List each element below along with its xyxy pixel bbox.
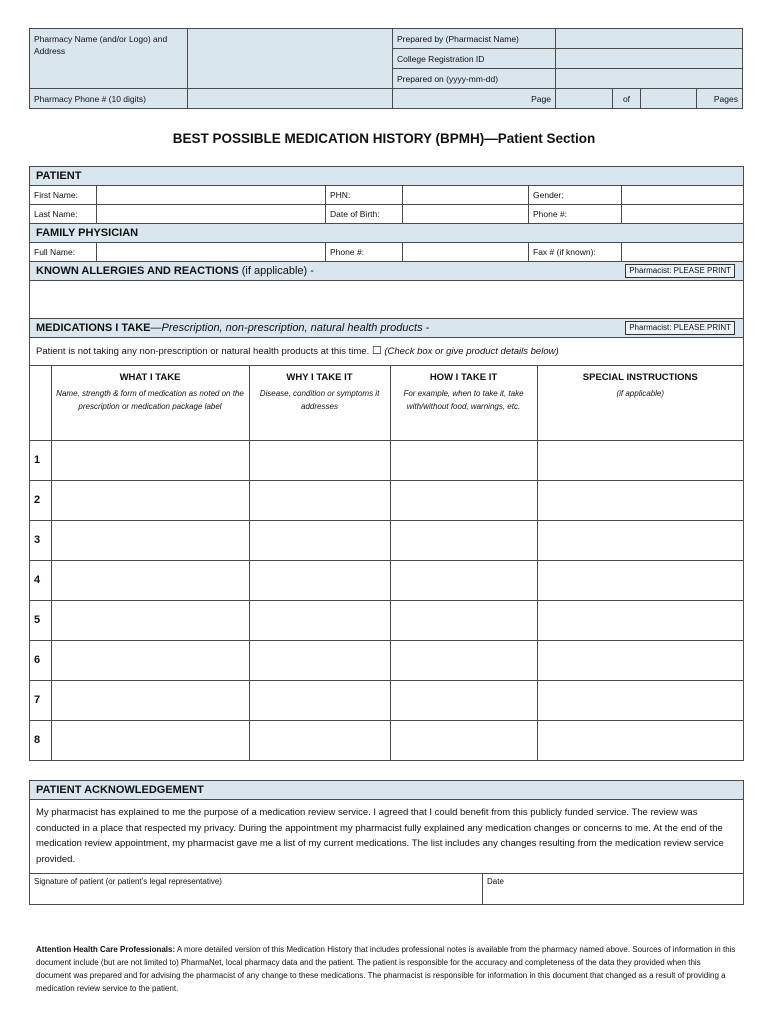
pharmacy-header-table xyxy=(29,28,743,109)
medication-row xyxy=(30,480,743,520)
row-number: 5 xyxy=(30,600,51,640)
medication-row xyxy=(30,600,743,640)
what-i-take-header xyxy=(51,366,249,440)
acknowledgement-text: My pharmacist has explained to me the purpose of a medication review service. I agreed that I could benefit from this publicly funded service. The review was conducted in a place that respected my privacy. During the appointment my pharmacist fully explained any medication changes or concerns to me. At the end of the medication review appointment, my pharmacist gave me a list of my current medications. The list includes any changes resulting from the medication review service provided. xyxy=(30,800,743,874)
no-otc-notice xyxy=(30,338,743,366)
allergies-heading xyxy=(30,262,743,281)
why-i-take-it-header xyxy=(249,366,390,440)
special-instructions-cell[interactable] xyxy=(537,480,743,520)
physician-phone-field[interactable] xyxy=(403,243,529,261)
why-i-take-it-cell[interactable] xyxy=(249,600,390,640)
special-instructions-cell[interactable] xyxy=(537,680,743,720)
signature-label: Signature of patient (or patient’s legal representative) xyxy=(34,877,222,886)
what-i-take-cell[interactable] xyxy=(51,680,249,720)
prepared-by-field[interactable] xyxy=(556,29,743,49)
how-i-take-it-title: HOW I TAKE IT xyxy=(429,372,498,383)
medications-heading-text: MEDICATIONS I TAKE xyxy=(36,322,151,334)
row-number: 7 xyxy=(30,680,51,720)
why-i-take-it-cell[interactable] xyxy=(249,560,390,600)
how-i-take-it-subtitle: For example, when to take it, take with/without food, warnings, etc. xyxy=(403,389,524,411)
allergies-field[interactable] xyxy=(30,281,743,319)
medications-heading xyxy=(30,319,743,338)
prepared-by-label: Prepared by (Pharmacist Name) xyxy=(393,29,556,49)
special-instructions-cell[interactable] xyxy=(537,720,743,760)
why-i-take-it-cell[interactable] xyxy=(249,520,390,560)
medication-row xyxy=(30,640,743,680)
how-i-take-it-cell[interactable] xyxy=(390,720,537,760)
prepared-on-field[interactable] xyxy=(556,69,743,89)
acknowledgement-section xyxy=(29,780,744,905)
row-number: 3 xyxy=(30,520,51,560)
patient-row-1 xyxy=(30,186,743,205)
page-number-field[interactable] xyxy=(556,89,613,109)
why-i-take-it-cell[interactable] xyxy=(249,440,390,480)
medication-row xyxy=(30,720,743,760)
how-i-take-it-cell[interactable] xyxy=(390,520,537,560)
what-i-take-cell[interactable] xyxy=(51,480,249,520)
gender-field[interactable] xyxy=(622,186,743,204)
allergies-print-note: Pharmacist: PLEASE PRINT xyxy=(625,264,735,278)
how-i-take-it-cell[interactable] xyxy=(390,680,537,720)
phn-label: PHN: xyxy=(326,186,403,204)
allergies-heading-text: KNOWN ALLERGIES AND REACTIONS xyxy=(36,265,239,277)
first-name-label: First Name: xyxy=(30,186,97,204)
special-instructions-cell[interactable] xyxy=(537,520,743,560)
footer-text: A more detailed version of this Medication History that includes professional notes is available from the pharmacy named above. Sources of information in this document include (but are not limited to) PharmaNet, local pharmacy data and the patient. The patient is responsible for the accuracy and completeness of the data they provided when this document was prepared and for advising the pharmacist of any change to these medications. The pharmacist is responsible for information in this document that changed as a result of providing a medication review service to the patient. xyxy=(36,945,736,993)
college-registration-field[interactable] xyxy=(556,49,743,69)
medications-print-note: Pharmacist: PLEASE PRINT xyxy=(625,321,735,335)
document-title: BEST POSSIBLE MEDICATION HISTORY (BPMH)—Patient Section xyxy=(172,131,596,146)
physician-fax-field[interactable] xyxy=(622,243,743,261)
medication-row xyxy=(30,560,743,600)
date-label: Date xyxy=(487,877,504,886)
of-label: of xyxy=(613,89,641,109)
patient-phone-label: Phone #: xyxy=(529,205,622,223)
dob-field[interactable] xyxy=(403,205,529,223)
what-i-take-cell[interactable] xyxy=(51,440,249,480)
special-instructions-cell[interactable] xyxy=(537,440,743,480)
medication-row xyxy=(30,680,743,720)
row-number: 4 xyxy=(30,560,51,600)
first-name-field[interactable] xyxy=(97,186,326,204)
why-i-take-it-title: WHY I TAKE IT xyxy=(286,372,353,383)
medications-heading-suffix: —Prescription, non-prescription, natural health products - xyxy=(150,322,430,334)
how-i-take-it-cell[interactable] xyxy=(390,600,537,640)
footer-note xyxy=(36,943,738,995)
allergies-heading-suffix: (if applicable) - xyxy=(241,265,314,277)
dob-label: Date of Birth: xyxy=(326,205,403,223)
what-i-take-cell[interactable] xyxy=(51,640,249,680)
how-i-take-it-cell[interactable] xyxy=(390,480,537,520)
special-instructions-cell[interactable] xyxy=(537,560,743,600)
last-name-field[interactable] xyxy=(97,205,326,223)
why-i-take-it-cell[interactable] xyxy=(249,480,390,520)
what-i-take-cell[interactable] xyxy=(51,560,249,600)
last-name-label: Last Name: xyxy=(30,205,97,223)
how-i-take-it-cell[interactable] xyxy=(390,560,537,600)
special-instructions-header xyxy=(537,366,743,440)
footer-lead: Attention Health Care Professionals: xyxy=(36,945,176,954)
what-i-take-cell[interactable] xyxy=(51,720,249,760)
patient-phone-field[interactable] xyxy=(622,205,743,223)
how-i-take-it-cell[interactable] xyxy=(390,640,537,680)
special-instructions-subtitle: (if applicable) xyxy=(616,389,665,398)
medication-row xyxy=(30,440,743,480)
medications-header-row xyxy=(30,366,743,440)
physician-row xyxy=(30,243,743,262)
medication-row xyxy=(30,520,743,560)
row-number: 8 xyxy=(30,720,51,760)
college-registration-label: College Registration ID xyxy=(393,49,556,69)
patient-heading: PATIENT xyxy=(30,167,743,186)
physician-fax-label: Fax # (if known): xyxy=(529,243,622,261)
pharmacy-name-label: Pharmacy Name (and/or Logo) and Address xyxy=(30,29,188,89)
special-instructions-title: SPECIAL INSTRUCTIONS xyxy=(582,372,698,383)
special-instructions-cell[interactable] xyxy=(537,600,743,640)
patient-row-2 xyxy=(30,205,743,224)
special-instructions-cell[interactable] xyxy=(537,640,743,680)
prepared-on-label: Prepared on (yyyy-mm-dd) xyxy=(393,69,556,89)
signature-row xyxy=(30,874,743,904)
row-number: 6 xyxy=(30,640,51,680)
patient-section xyxy=(29,166,744,761)
no-otc-notice-text: Patient is not taking any non-prescription or natural health products at this time. xyxy=(36,346,370,357)
pharmacy-name-field[interactable] xyxy=(188,29,393,89)
what-i-take-cell[interactable] xyxy=(51,600,249,640)
gender-label: Gender: xyxy=(529,186,622,204)
medications-table xyxy=(30,366,743,760)
no-otc-checkbox[interactable]: ☐ xyxy=(371,345,382,357)
physician-phone-label: Phone #: xyxy=(326,243,403,261)
pharmacy-phone-field[interactable] xyxy=(188,89,393,109)
physician-heading: FAMILY PHYSICIAN xyxy=(30,224,743,243)
why-i-take-it-cell[interactable] xyxy=(249,640,390,680)
how-i-take-it-header xyxy=(390,366,537,440)
pages-label: Pages xyxy=(697,89,743,109)
signature-field[interactable] xyxy=(30,874,483,904)
row-number: 2 xyxy=(30,480,51,520)
row-number: 1 xyxy=(30,440,51,480)
phn-field[interactable] xyxy=(403,186,529,204)
physician-name-field[interactable] xyxy=(97,243,326,261)
acknowledgement-heading: PATIENT ACKNOWLEDGEMENT xyxy=(30,781,743,800)
page-total-field[interactable] xyxy=(641,89,697,109)
physician-name-label: Full Name: xyxy=(30,243,97,261)
why-i-take-it-cell[interactable] xyxy=(249,680,390,720)
no-otc-hint: (Check box or give product details below) xyxy=(384,346,559,357)
what-i-take-subtitle: Name, strength & form of medication as noted on the prescription or medication package label xyxy=(56,389,244,411)
why-i-take-it-cell[interactable] xyxy=(249,720,390,760)
row-number-header xyxy=(30,366,51,440)
date-field[interactable] xyxy=(483,874,743,904)
how-i-take-it-cell[interactable] xyxy=(390,440,537,480)
page-label: Page xyxy=(393,89,556,109)
what-i-take-title: WHAT I TAKE xyxy=(119,372,181,383)
what-i-take-cell[interactable] xyxy=(51,520,249,560)
pharmacy-phone-label: Pharmacy Phone # (10 digits) xyxy=(30,89,188,109)
why-i-take-it-subtitle: Disease, condition or symptoms it addresses xyxy=(259,389,380,411)
